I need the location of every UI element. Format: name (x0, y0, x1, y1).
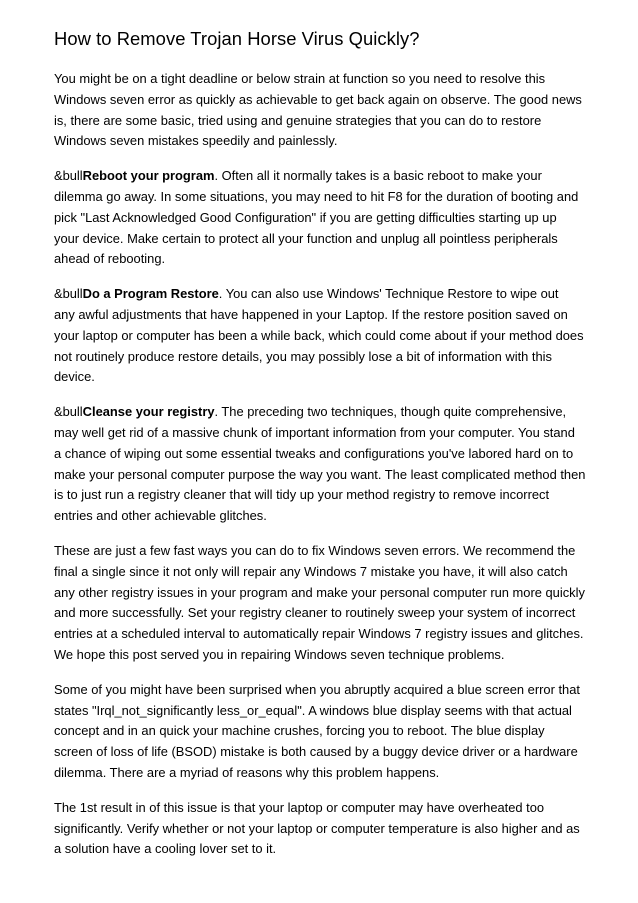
text-line: your laptop or computer has been a while back, which could come about if your method does (54, 327, 584, 343)
bullet-prefix: &bull (54, 168, 83, 184)
reboot-paragraph (54, 166, 594, 270)
text-run: . Often all it normally takes is a basic reboot to make your (214, 168, 542, 184)
text-line: and more successfully. Set your registry cleaner to routinely sweep your system of incorrect (54, 605, 576, 621)
restore-paragraph (54, 284, 594, 388)
document-page (54, 27, 594, 874)
text-line: final a single since it not only will repair any Windows 7 mistake you have, it will also catch (54, 563, 568, 579)
text-line: dilemma go away. In some situations, you may need to hit F8 for the duration of booting and (54, 188, 579, 204)
text-run: . The preceding two techniques, though quite comprehensive, (214, 404, 567, 420)
text-run: . You can also use Windows' Technique Restore to wipe out (218, 286, 559, 302)
text-line: entries at a scheduled interval to automatically repair Windows 7 registry issues and glitches. (54, 626, 584, 642)
text-line: not routinely produce restore details, you may possibly lose a bit of information with this (54, 348, 552, 364)
bullet-prefix: &bull (54, 286, 83, 302)
text-line: Windows seven mistakes speedily and painlessly. (54, 133, 338, 149)
text-line: Some of you might have been surprised when you abruptly acquired a blue screen error that (54, 681, 580, 697)
text-line (54, 402, 594, 423)
text-line: dilemma. There are a myriad of reasons why this problem happens. (54, 764, 440, 780)
text-line: is, there are some basic, tried using and genuine strategies that you can do to restore (54, 112, 542, 128)
text-line: states "Irql_not_significantly less_or_equal". A windows blue display seems with that actual (54, 702, 572, 718)
bsod-paragraph (54, 680, 594, 784)
text-line: We hope this post served you in repairing Windows seven technique problems. (54, 646, 505, 662)
text-line: The 1st result in of this issue is that your laptop or computer may have overheated too (54, 799, 545, 815)
text-line: significantly. Verify whether or not your laptop or computer temperature is also higher and as (54, 820, 580, 836)
text-line: make your personal computer purpose the way you want. The least complicated method then (54, 466, 586, 482)
text-line: These are just a few fast ways you can do to fix Windows seven errors. We recommend the (54, 542, 576, 558)
bullet-prefix: &bull (54, 404, 83, 420)
text-line: a solution have a cooling lover set to it. (54, 841, 277, 857)
intro-paragraph (54, 69, 594, 152)
text-line: any other registry issues in your program and make your personal computer run more quickly (54, 584, 585, 600)
registry-paragraph (54, 402, 594, 527)
text-line: pick "Last Acknowledged Good Configuration" if you are getting difficulties starting up up (54, 209, 557, 225)
text-line: concept and in an quick your machine crushes, forcing you to reboot. The blue display (54, 723, 545, 739)
section-heading: Reboot your program (82, 168, 215, 184)
section-heading: Do a Program Restore (82, 286, 219, 302)
text-line: screen of loss of life (BSOD) mistake is both caused by a buggy device driver or a hardware (54, 744, 578, 760)
text-line (54, 284, 594, 305)
text-line: device. (54, 369, 95, 385)
text-line: You might be on a tight deadline or below strain at function so you need to resolve this (54, 71, 546, 86)
text-line: your device. Make certain to protect all your function and unplug all pointless peripherals (54, 230, 558, 246)
text-line: entries and other achievable glitches. (54, 508, 267, 524)
text-line: any awful adjustments that have happened in your Laptop. If the restore position saved on (54, 306, 568, 322)
text-line: Windows seven error as quickly as achievable to get back again on observe. The good news (54, 91, 582, 107)
summary-paragraph (54, 541, 594, 666)
overheat-paragraph (54, 798, 594, 860)
page-title: How to Remove Trojan Horse Virus Quickly? (54, 28, 420, 49)
section-heading: Cleanse your registry (82, 404, 215, 420)
text-line: is to just run a registry cleaner that will tidy up your method registry to remove incorrect (54, 487, 550, 503)
text-line: a chance of wiping out some essential tweaks and configurations you've labored hard on to (54, 445, 574, 461)
text-line (54, 166, 594, 187)
text-line: ahead of rebooting. (54, 251, 166, 267)
text-line: may well get rid of a massive chunk of important information from your computer. You stand (54, 424, 575, 440)
